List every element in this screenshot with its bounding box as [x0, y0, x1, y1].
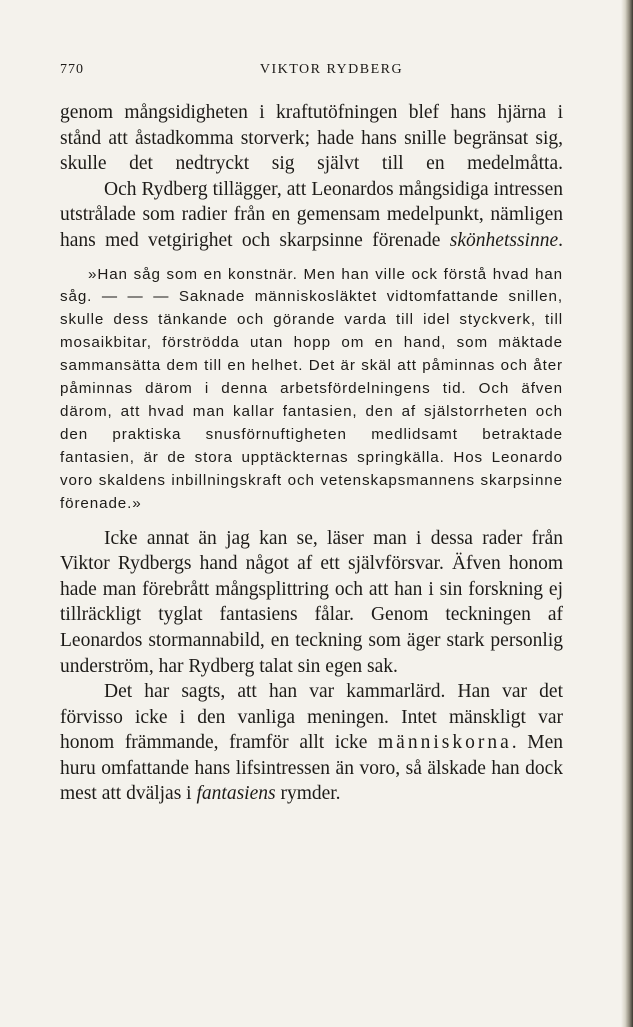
paragraph-4 — [60, 679, 563, 807]
paragraph-3: Icke annat än jag kan se, läser man i dessa rader från Viktor Rydbergs hand något af ett självförsvar. Äfven honom hade man förebrått mångsplittring och att han i sin forskning ej tillräckligt tyglat fantasiens fålar. Genom teckningen af Leonardos stormannabild, en teckning som äger stark personlig underström, har Rydberg talat sin egen sak. — [60, 527, 563, 677]
paragraph-2 — [60, 177, 563, 254]
page-header — [60, 62, 563, 86]
block-quote — [60, 264, 563, 516]
paragraph-4-text: Det har sagts, att han var kammarlärd. Han var det förvisso icke i den vanliga meningen. Intet mänskligt var honom främmande, framför allt icke — [60, 681, 563, 754]
paragraph-1: genom mångsidigheten i kraftutöfningen blef hans hjärna i stånd att åstadkomma storverk; hade hans snille begränsat sig, skulle det nedtryckt sig självt till en medelmåtta. — [60, 102, 563, 175]
paragraph-2-text: Och Rydberg tillägger, att Leonardos mångsidiga intressen utstrålade som radier från en gemensam medelpunkt, nämligen hans med vetgirighet och skarpsinne förenade — [60, 178, 563, 251]
page-number: 770 — [60, 62, 84, 77]
running-head: VIKTOR RYDBERG — [259, 62, 404, 77]
paragraph-2-end: . — [558, 229, 563, 251]
paragraph-4-middle: . Men huru omfattande hans lifsintressen än voro, så älskade han dock mest att dväljas i — [60, 732, 563, 805]
paragraph-4-emphasis: fantasiens — [196, 783, 276, 805]
block-quote-text: »Han såg som en konstnär. Men han ville ock förstå hvad han såg. — — — Saknade människosläktet vidtomfattande snillen, skulle dess tänkande och görande varda till idel styckverk, till mosaikbitar, förströdda utan hopp om en hand, som mäktade sammansätta dem till en helhet. Det är skäl att påminnas och åter påminnas därom i denna arbetsfördelningens tid. Och äfven därom, att hvad man kallar fantasien, den af själstorrheten och den praktiska snusförnuftigheten medlidsamt betraktade fantasien, är de stora upptäckternas springkälla. Hos Leonardo voro skaldens inbillningskraft och vetenskapsmannens skarpsinne förenade.» — [60, 265, 563, 512]
page-body — [60, 100, 563, 807]
paragraph-2-emphasis: skönhetssinne — [449, 229, 559, 251]
paragraph-4-spaced: människorna — [378, 732, 512, 754]
paragraph-4-end: rymder. — [275, 783, 341, 805]
page-edge-shadow — [621, 0, 633, 1027]
